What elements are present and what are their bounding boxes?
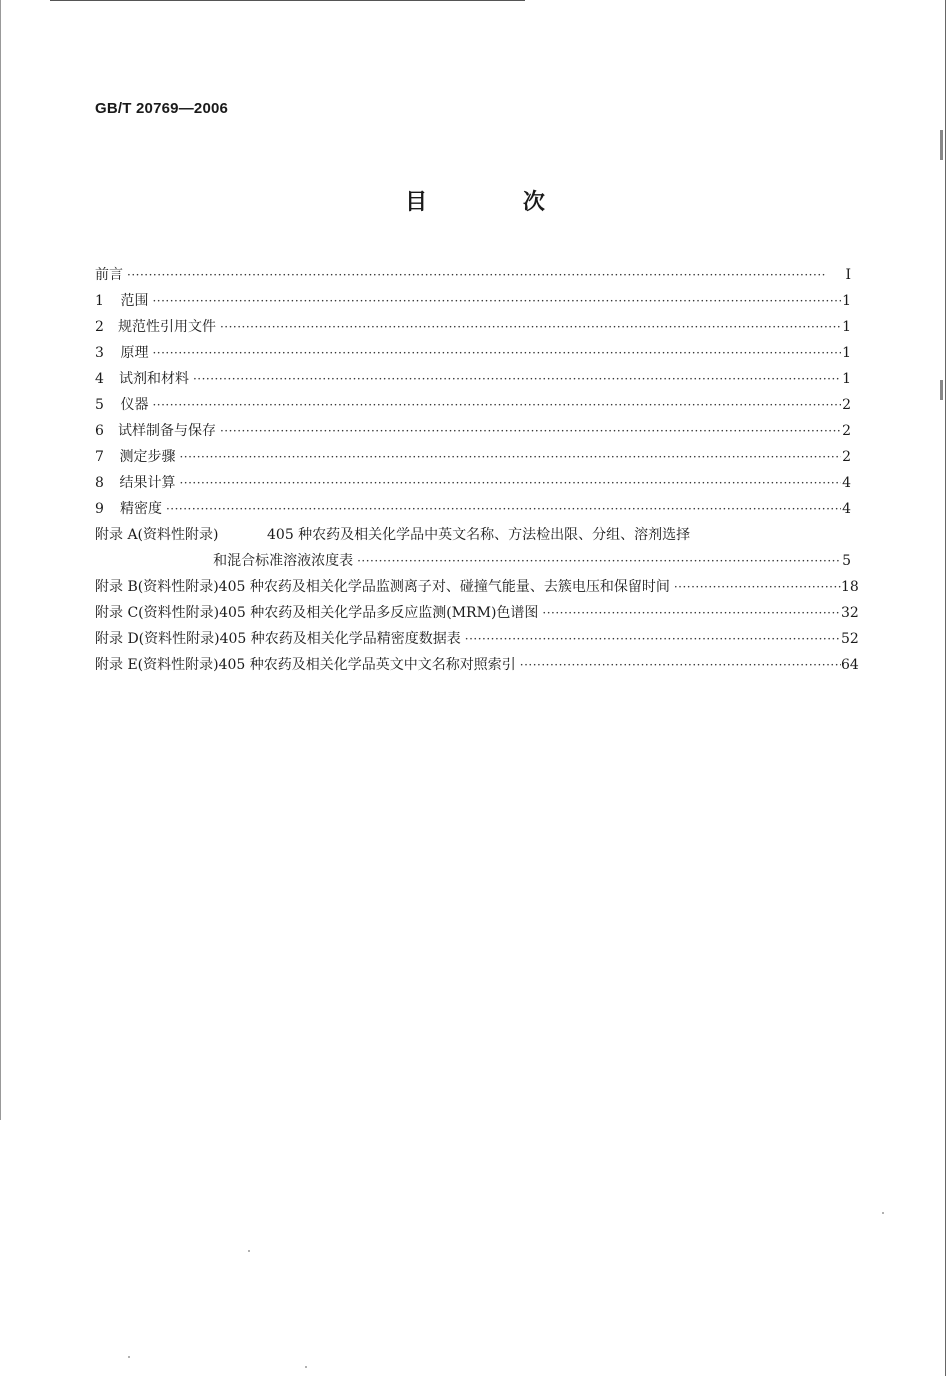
toc-entry-number: 7: [95, 449, 104, 465]
toc-entry-label: 精密度: [119, 501, 162, 517]
toc-entry-number: 3: [95, 345, 104, 361]
dot-leader: [216, 314, 841, 340]
dot-leader: [516, 652, 841, 678]
toc-entry-page: 1: [842, 371, 851, 387]
toc-entry-5[interactable]: [95, 392, 851, 418]
appendix-prefix: 附录 D(资料性附录): [95, 631, 220, 647]
table-of-contents: [95, 262, 859, 678]
toc-entry-label: 规范性引用文件: [117, 319, 216, 335]
toc-entry-6[interactable]: [95, 418, 851, 444]
toc-entry-4[interactable]: [95, 366, 851, 392]
toc-entry-3[interactable]: [95, 340, 851, 366]
toc-entry-number: 4: [95, 371, 104, 387]
toc-entry-page: 1: [842, 345, 851, 361]
toc-entry-label: 405 种农药及相关化学品精密度数据表: [219, 631, 461, 647]
toc-entry-appendix-e[interactable]: [95, 652, 859, 678]
toc-entry-number: 5: [95, 397, 104, 413]
scan-mark: [940, 130, 943, 160]
toc-entry-label: 405 种农药及相关化学品监测离子对、碰撞气能量、去簇电压和保留时间: [218, 579, 670, 595]
toc-entry-label: 结果计算: [119, 475, 176, 491]
page-edge-left: [0, 0, 1, 1120]
appendix-prefix: 附录 A(资料性附录): [95, 527, 219, 543]
toc-entry-label: 405 种农药及相关化学品英文中文名称对照索引: [218, 657, 516, 673]
dot-leader: [670, 574, 841, 600]
top-rule: [50, 0, 525, 1]
speck: [128, 1356, 130, 1358]
toc-entry-label: 前言: [95, 267, 123, 283]
toc-entry-appendix-a[interactable]: [95, 522, 851, 574]
dot-leader: [123, 262, 841, 288]
dot-leader: [538, 600, 841, 626]
toc-entry-label-continued: 和混合标准溶液浓度表: [213, 553, 354, 569]
dot-leader: [148, 288, 841, 314]
toc-entry-page: 52: [841, 631, 859, 647]
toc-entry-label: 测定步骤: [119, 449, 176, 465]
toc-entry-number: 1: [95, 293, 104, 309]
dot-leader: [461, 626, 841, 652]
toc-entry-number: 2: [95, 319, 104, 335]
dot-leader: [353, 548, 841, 574]
dot-leader: [175, 470, 841, 496]
toc-entry-label: 仪器: [120, 397, 149, 413]
toc-entry-appendix-c[interactable]: [95, 600, 859, 626]
toc-entry-label: 试剂和材料: [118, 371, 189, 387]
page-title: 目 次: [405, 190, 589, 215]
toc-entry-9[interactable]: [95, 496, 851, 522]
speck: [248, 1250, 250, 1252]
toc-entry-label: 原理: [120, 345, 149, 361]
dot-leader: [216, 418, 841, 444]
standard-code: GB/T 20769—2006: [95, 100, 229, 117]
toc-entry-page: 32: [841, 605, 859, 621]
toc-entry-page: 2: [842, 397, 851, 413]
toc-entry-number: 8: [95, 475, 104, 491]
dot-leader: [148, 392, 841, 418]
toc-entry-label: 405 种农药及相关化学品多反应监测(MRM)色谱图: [219, 605, 539, 621]
toc-entry-page: 4: [842, 501, 851, 517]
speck: [305, 1366, 307, 1368]
appendix-prefix: 附录 E(资料性附录): [95, 657, 219, 673]
toc-entry-appendix-d[interactable]: [95, 626, 859, 652]
toc-entry-page: 5: [842, 553, 851, 569]
toc-entry-foreword[interactable]: [95, 262, 851, 288]
toc-entry-2[interactable]: [95, 314, 851, 340]
speck: [882, 1212, 884, 1214]
toc-entry-page: 64: [841, 657, 859, 673]
toc-entry-8[interactable]: [95, 470, 851, 496]
toc-entry-label: 试样制备与保存: [117, 423, 216, 439]
toc-entry-page: 1: [842, 319, 851, 335]
dot-leader: [175, 444, 841, 470]
toc-entry-label: 范围: [120, 293, 149, 309]
appendix-prefix: 附录 C(资料性附录): [95, 605, 220, 621]
toc-entry-number: 6: [95, 423, 104, 439]
scan-mark: [940, 380, 943, 400]
toc-entry-appendix-b[interactable]: [95, 574, 859, 600]
toc-entry-number: 9: [95, 501, 104, 517]
toc-entry-page: 2: [842, 449, 851, 465]
dot-leader: [189, 366, 841, 392]
toc-entry-7[interactable]: [95, 444, 851, 470]
toc-entry-page: 4: [842, 475, 851, 491]
toc-entry-page: 18: [841, 579, 859, 595]
toc-entry-page: I: [845, 267, 851, 283]
dot-leader: [162, 496, 841, 522]
toc-entry-page: 2: [842, 423, 851, 439]
dot-leader: [148, 340, 841, 366]
toc-entry-label: 405 种农药及相关化学品中英文名称、方法检出限、分组、溶剂选择: [267, 527, 691, 543]
appendix-prefix: 附录 B(资料性附录): [95, 579, 219, 595]
toc-entry-1[interactable]: [95, 288, 851, 314]
toc-entry-page: 1: [842, 293, 851, 309]
